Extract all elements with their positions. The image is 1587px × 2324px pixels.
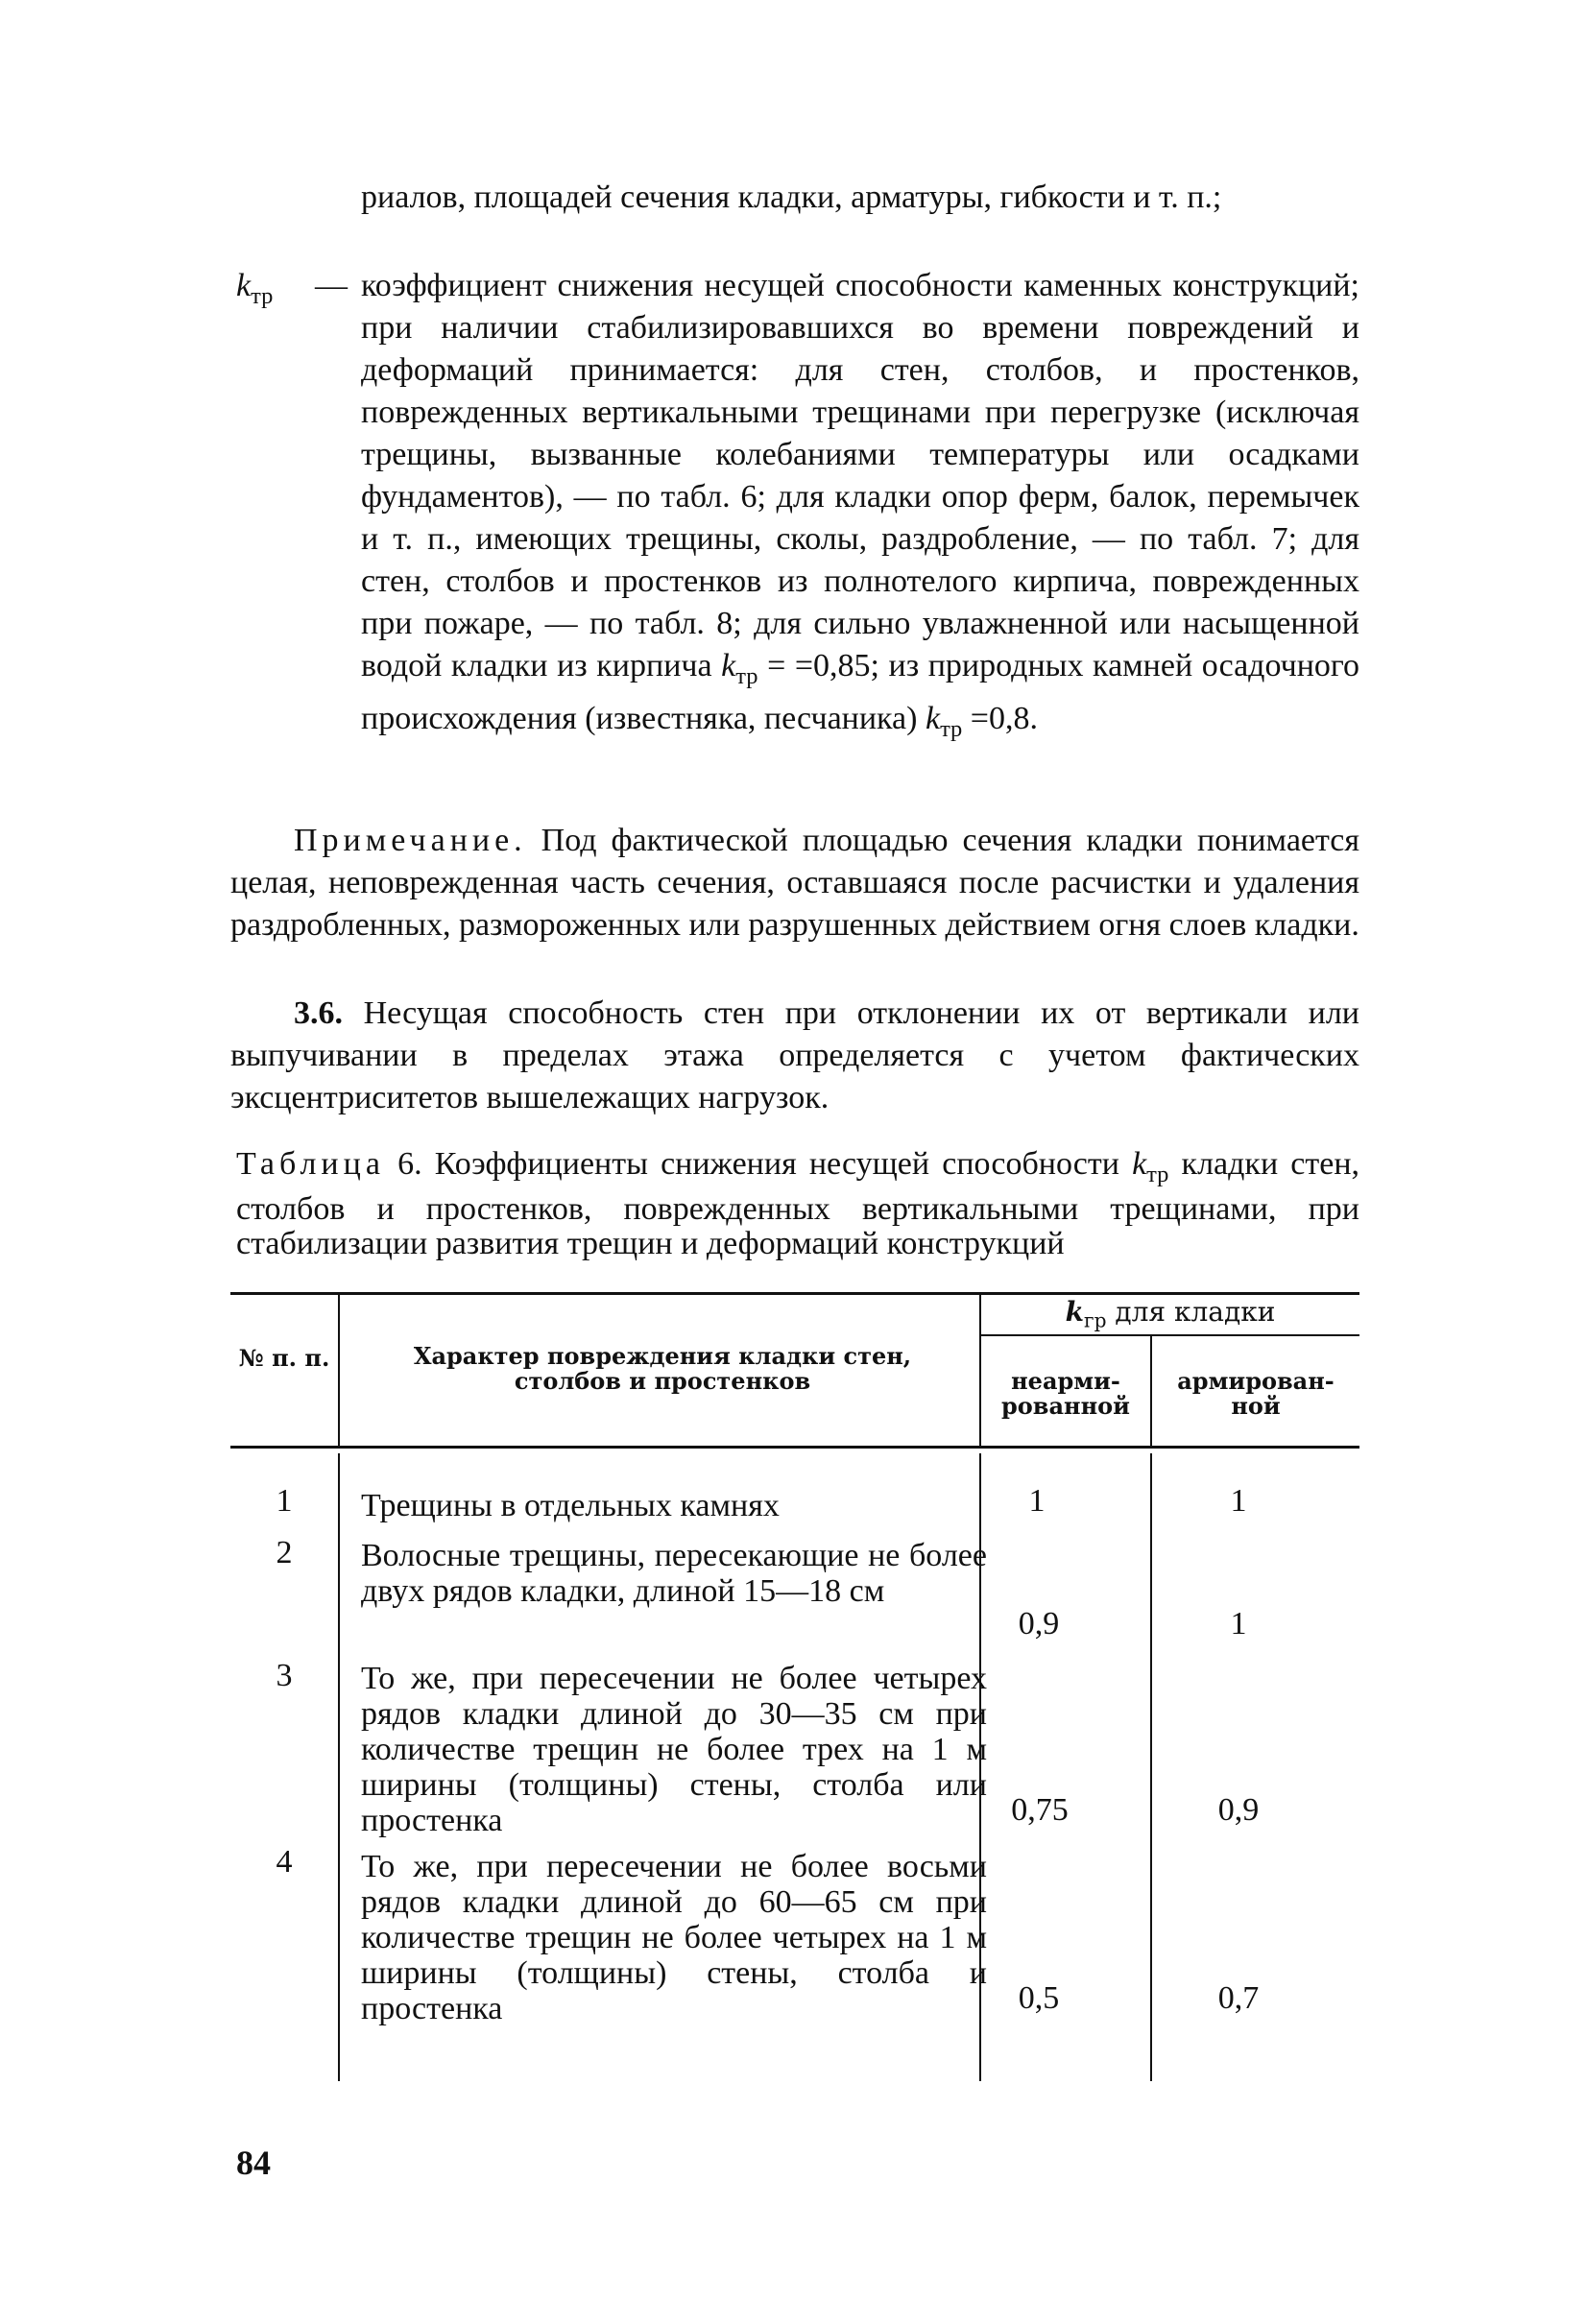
header-description: Характер повреждения кладки стен, столбов и простенков bbox=[413, 1342, 912, 1395]
header-k-group: $k_{гр}$ для кладки bbox=[1065, 1296, 1276, 1332]
intro-text bbox=[361, 177, 1359, 219]
header-divider-1 bbox=[338, 1292, 340, 1446]
row-reinforced-value: 1 bbox=[1230, 1483, 1247, 1519]
row-number: 1 bbox=[276, 1483, 293, 1519]
note-text: Под фактической площадью сечения кладки понимается целая, неповрежденная часть сечения, оставшаяся после расчистки и удаления раздробленных, размороженных или разрушенных действием огня слоев кладки. bbox=[230, 823, 1360, 943]
row-reinforced-value: 0,9 bbox=[1217, 1792, 1260, 1828]
table-caption-label: Таблица bbox=[236, 1146, 385, 1182]
k-symbol: k bbox=[721, 648, 736, 683]
table-caption: Таблица 6. Коэффициенты снижения несущей способности $k_{тр}$ кладки стен, столбов и простенков, поврежденных вертикальными трещинами, при стабилизации развития трещин и деформаций конструкций bbox=[236, 1146, 1360, 1261]
note-paragraph bbox=[230, 820, 1359, 946]
header-reinforced: армирован- ной bbox=[1177, 1367, 1335, 1420]
page-number: 84 bbox=[236, 2144, 271, 2182]
header-divider-3 bbox=[1150, 1336, 1152, 1446]
section-text: Несущая способность стен при отклонении их от вертикали или выпучивании в пределах этажа определяется с учетом фактических эксцентриситетов вышележащих нагрузок. bbox=[230, 995, 1359, 1115]
intro-line: риалов, площадей сечения кладки, арматуры, гибкости и т. п.; bbox=[361, 180, 1222, 215]
table-6 bbox=[230, 1292, 1359, 2081]
row-description: Волосные трещины, пересекающие не более двух рядов кладки, длиной 15—18 см bbox=[361, 1538, 987, 1609]
row-number: 3 bbox=[276, 1658, 293, 1693]
header-unreinforced: неарми- рованной bbox=[1001, 1367, 1130, 1420]
table-top-rule bbox=[230, 1292, 1359, 1295]
row-description: То же, при пересечении не более четырех рядов кладки длиной до 30—35 см при количестве трещин не более трех на 1 м ширины (толщины) стены, столба или простенка bbox=[361, 1661, 987, 1838]
k-symbol: k bbox=[925, 700, 941, 736]
section-3-6 bbox=[230, 993, 1359, 1119]
row-unreinforced-value: 1 bbox=[1028, 1483, 1046, 1519]
body-divider-3 bbox=[1150, 1453, 1152, 2081]
row-unreinforced-value: 0,75 bbox=[1011, 1792, 1069, 1828]
row-unreinforced-value: 0,9 bbox=[1018, 1606, 1060, 1641]
row-number: 2 bbox=[276, 1535, 293, 1570]
note-label: Примечание. bbox=[294, 823, 527, 858]
row-number: 4 bbox=[276, 1844, 293, 1880]
row-reinforced-value: 1 bbox=[1230, 1606, 1247, 1641]
definition-text: коэффициент снижения несущей способности каменных конструкций; при наличии стабилизировавшихся во времени повреждений и деформаций принимается: для стен, столбов, и простенков, поврежденных вертикальными трещинами при перегрузке (исключая трещины, вызванные колебаниями температуры или осадками фундаментов), — по табл. 6; для кладки опор ферм, балок, перемычек и т. п., имеющих трещины, сколы, раздробление, — по табл. 7; для стен, столбов и простенков из полнотелого кирпича, поврежденных при пожаре, — по табл. 8; для сильно увлажненной или насыщенной водой кладки из кирпича $k_{тр} = =0,85$; из природных камней осадочного происхождения (известняка, песчаника) $k_{тр} =0,8$. bbox=[361, 268, 1359, 742]
row-reinforced-value: 0,7 bbox=[1217, 1980, 1260, 2016]
row-description: То же, при пересечении не более восьми рядов кладки длиной до 60—65 см при количестве трещин не более четырех на 1 м ширины (толщины) стены, столба и простенка bbox=[361, 1849, 987, 2026]
definition-dash: — bbox=[315, 268, 348, 303]
header-bottom-rule bbox=[230, 1446, 1359, 1449]
row-description: Трещины в отдельных камнях bbox=[361, 1488, 780, 1523]
definition-term: $k_{тр}$ bbox=[236, 268, 274, 309]
group-header-rule bbox=[979, 1334, 1359, 1336]
section-number: 3.6. bbox=[294, 995, 343, 1031]
body-divider-1 bbox=[338, 1453, 340, 2081]
header-number: № п. п. bbox=[238, 1344, 330, 1372]
row-unreinforced-value: 0,5 bbox=[1018, 1980, 1060, 2016]
